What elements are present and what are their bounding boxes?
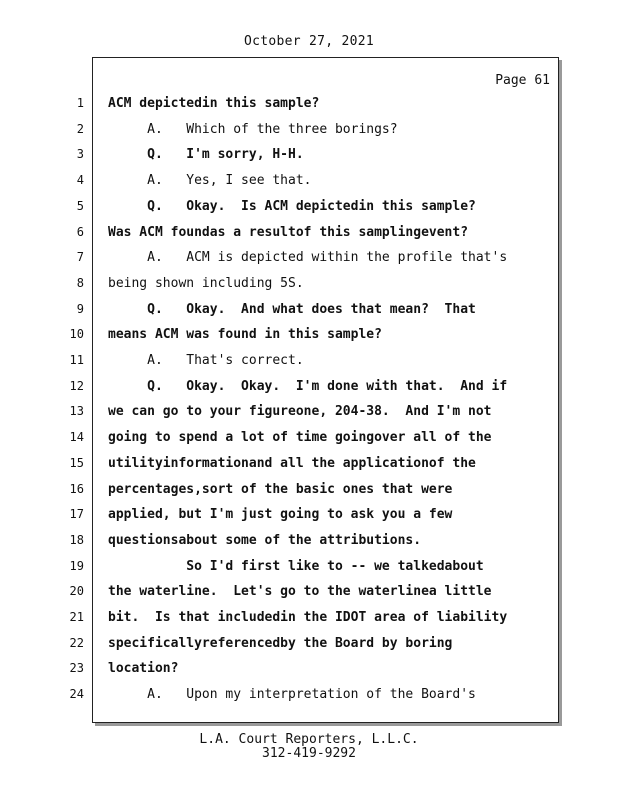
transcript-line: percentages,sort of the basic ones that were xyxy=(108,481,453,497)
transcript-line: bit. Is that includedin the IDOT area of liability xyxy=(108,610,508,625)
line-number: 15 xyxy=(69,455,84,470)
line-number: 13 xyxy=(69,404,84,419)
transcript-line: Q. Okay. Is ACM depictedin this sample? xyxy=(108,198,476,214)
transcript-line: going to spend a lot of time goingover all of the xyxy=(108,430,492,446)
line-number: 18 xyxy=(69,532,84,547)
line-number: 10 xyxy=(69,327,84,342)
transcript-line: A. Which of the three borings? xyxy=(108,121,398,137)
transcript-line: being shown including 5S. xyxy=(108,275,304,291)
line-number: 2 xyxy=(76,121,84,136)
transcript-line: location? xyxy=(108,661,179,677)
line-number: 1 xyxy=(76,96,84,110)
page-date-header: October 27, 2021 xyxy=(243,34,375,49)
transcript-line: utilityinformationand all the applicationof the xyxy=(108,455,476,471)
transcript-line: A. Yes, I see that. xyxy=(108,173,312,189)
line-number: 5 xyxy=(76,198,84,213)
line-number: 14 xyxy=(69,430,84,445)
transcript-line: Q. Okay. Okay. I'm done with that. And if xyxy=(108,378,508,394)
transcript-line: Was ACM foundas a resultof this samplingevent? xyxy=(108,224,469,240)
transcript-line: A. Upon my interpretation of the Board's xyxy=(108,687,476,703)
transcript-line: means ACM was found in this sample? xyxy=(108,327,382,343)
page-footer xyxy=(0,733,618,761)
line-number: 23 xyxy=(69,661,84,676)
line-number: 16 xyxy=(69,481,84,496)
line-number: 20 xyxy=(69,584,84,599)
line-number: 8 xyxy=(76,275,84,290)
line-number: 9 xyxy=(76,301,84,316)
transcript-line: A. ACM is depicted within the profile that's xyxy=(108,250,508,266)
line-number: 7 xyxy=(76,250,84,265)
transcript-line: specificallyreferencedby the Board by boring xyxy=(108,635,453,651)
transcript-line: Q. Okay. And what does that mean? That xyxy=(108,301,476,317)
line-number: 24 xyxy=(69,687,84,702)
line-number: 17 xyxy=(69,507,84,522)
page-number-label: Page 61 xyxy=(495,73,550,88)
line-number: 22 xyxy=(69,635,84,650)
line-number: 6 xyxy=(76,224,84,239)
line-number: 19 xyxy=(69,558,84,573)
transcript-line: Q. I'm sorry, H-H. xyxy=(108,147,304,163)
footer-phone: 312-419-9292 xyxy=(262,746,356,761)
transcript-line: the waterline. Let's go to the waterlinea little xyxy=(108,584,492,600)
line-number: 12 xyxy=(69,378,84,393)
transcript-line: applied, but I'm just going to ask you a few xyxy=(108,507,453,523)
line-number: 11 xyxy=(69,353,84,367)
footer-company: L.A. Court Reporters, L.L.C. xyxy=(199,732,419,747)
line-number: 21 xyxy=(69,610,84,624)
line-number: 4 xyxy=(76,173,84,188)
line-number: 3 xyxy=(76,147,84,162)
transcript-line: So I'd first like to -- we talkedabout xyxy=(108,558,484,574)
transcript-line: we can go to your figureone, 204-38. And I'm not xyxy=(108,404,492,420)
transcript-line: ACM depictedin this sample? xyxy=(108,96,320,111)
transcript-line: questionsabout some of the attributions. xyxy=(108,532,422,548)
transcript-line: A. That's correct. xyxy=(108,353,304,368)
